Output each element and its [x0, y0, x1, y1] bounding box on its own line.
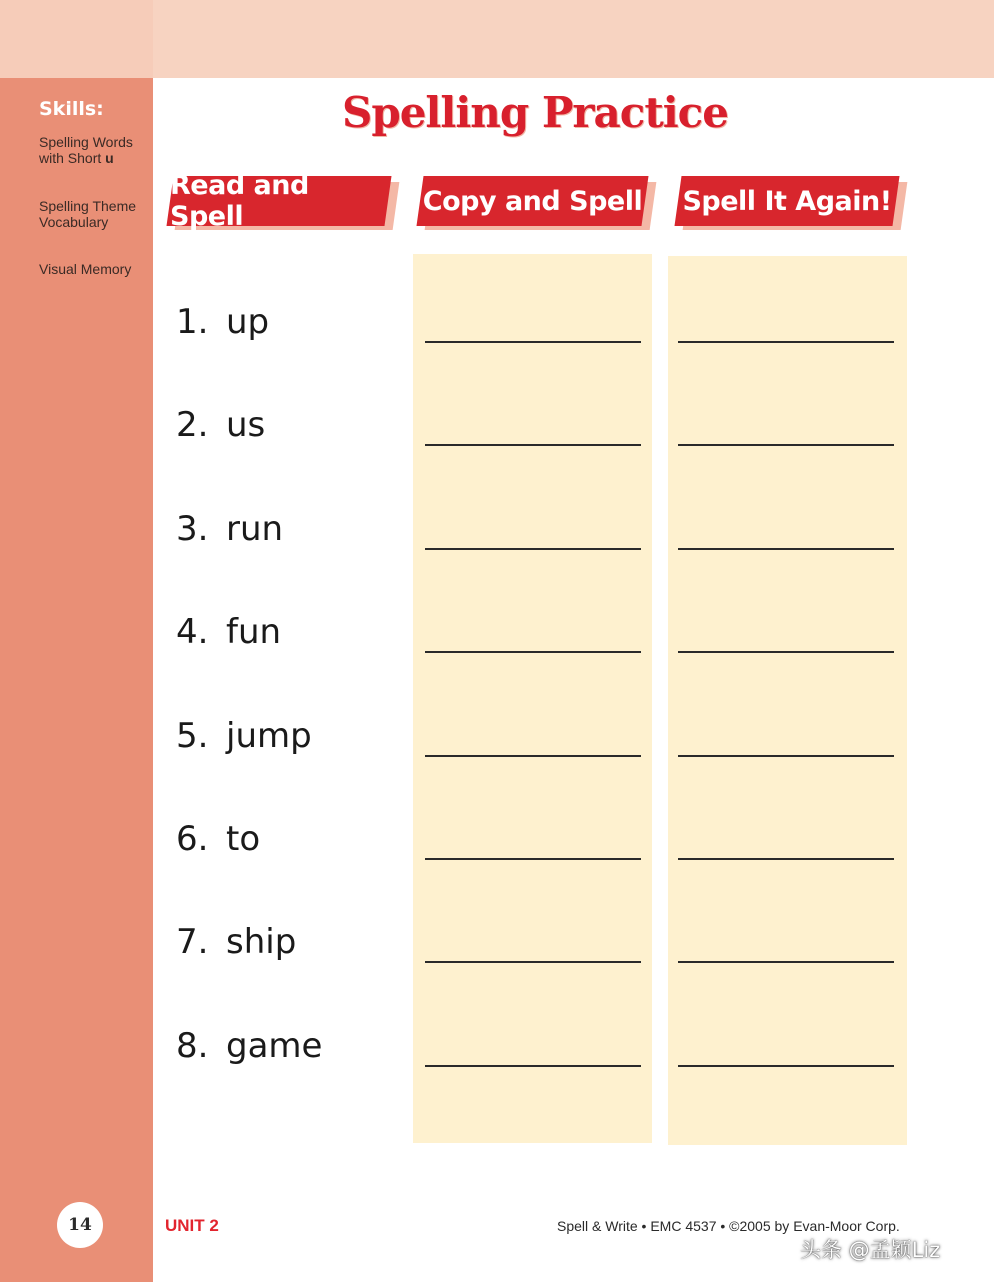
spelling-word: run — [226, 509, 284, 549]
skills-title: Skills: — [39, 98, 104, 120]
word-row-1 — [176, 302, 269, 342]
spelling-word: fun — [226, 612, 282, 652]
banner-spell-it-again-label: Spell It Again! — [682, 185, 892, 217]
word-row-6 — [176, 819, 260, 859]
spelling-word: game — [226, 1026, 323, 1066]
again-line-1[interactable] — [678, 341, 894, 343]
watermark: 头条 @孟颖Liz — [800, 1238, 941, 1262]
banner-copy-and-spell-label: Copy and Spell — [422, 185, 643, 217]
again-column-background — [668, 256, 907, 1145]
word-number: 4. — [176, 612, 209, 652]
word-number: 7. — [176, 922, 209, 962]
banner-read-and-spell-label: Read and Spell — [170, 170, 309, 232]
spelling-word: to — [226, 819, 261, 859]
word-number: 3. — [176, 509, 209, 549]
skill-visual-memory: Visual Memory — [39, 261, 132, 277]
word-number: 2. — [176, 405, 209, 445]
spelling-word: up — [226, 302, 270, 342]
copy-line-8[interactable] — [425, 1065, 641, 1067]
word-number: 6. — [176, 819, 209, 859]
skill-theme-vocabulary: Spelling Theme Vocabulary — [39, 198, 137, 230]
copy-line-1[interactable] — [425, 341, 641, 343]
again-line-7[interactable] — [678, 961, 894, 963]
top-band — [0, 0, 994, 78]
banner-copy-and-spell — [420, 176, 645, 226]
skill-short-u-letter: u — [105, 150, 114, 166]
copy-column-background — [413, 254, 652, 1143]
spelling-word: jump — [226, 716, 312, 756]
copy-line-6[interactable] — [425, 858, 641, 860]
again-line-3[interactable] — [678, 548, 894, 550]
again-line-4[interactable] — [678, 651, 894, 653]
spelling-word: ship — [226, 922, 297, 962]
skill-short-u-text: Spelling Words with Short — [39, 134, 133, 166]
word-number: 8. — [176, 1026, 209, 1066]
word-row-7 — [176, 922, 296, 962]
copy-line-2[interactable] — [425, 444, 641, 446]
word-number: 1. — [176, 302, 209, 342]
word-row-8 — [176, 1026, 322, 1066]
word-row-4 — [176, 612, 281, 652]
copy-line-5[interactable] — [425, 755, 641, 757]
unit-label: UNIT 2 — [165, 1216, 219, 1235]
footer-credit: Spell & Write • EMC 4537 • ©2005 by Evan-Moor Corp. — [557, 1218, 900, 1234]
copy-line-4[interactable] — [425, 651, 641, 653]
again-line-5[interactable] — [678, 755, 894, 757]
again-line-2[interactable] — [678, 444, 894, 446]
page-title: Spelling Practice — [342, 88, 728, 137]
word-row-5 — [176, 716, 312, 756]
skill-short-u — [39, 134, 149, 166]
banner-read-and-spell — [170, 170, 388, 232]
word-row-2 — [176, 405, 265, 445]
copy-line-7[interactable] — [425, 961, 641, 963]
copy-line-3[interactable] — [425, 548, 641, 550]
again-line-6[interactable] — [678, 858, 894, 860]
top-band-corner — [0, 0, 153, 78]
again-line-8[interactable] — [678, 1065, 894, 1067]
word-row-3 — [176, 509, 283, 549]
spelling-word: us — [226, 405, 266, 445]
page-number: 14 — [57, 1202, 103, 1248]
sidebar — [0, 78, 153, 1282]
banner-spell-it-again — [678, 176, 896, 226]
word-number: 5. — [176, 716, 209, 756]
